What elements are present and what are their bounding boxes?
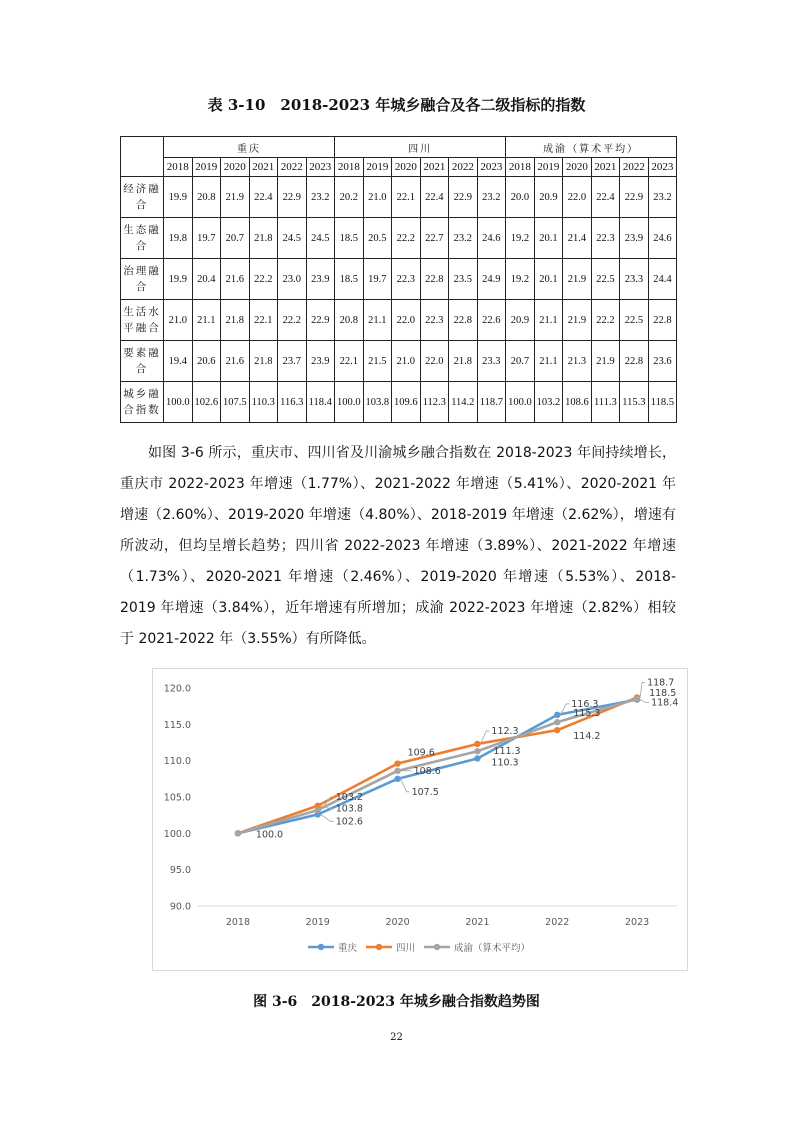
row-label: 生态融合 — [121, 218, 164, 259]
table-cell: 22.4 — [249, 177, 278, 218]
legend-swatch-marker — [318, 944, 324, 950]
table-cell: 18.5 — [335, 218, 364, 259]
table-cell: 21.6 — [221, 259, 250, 300]
legend-swatch-marker — [434, 944, 440, 950]
series-marker — [474, 741, 480, 747]
table-cell: 22.7 — [420, 218, 449, 259]
year-header: 2022 — [449, 158, 478, 177]
table-cell: 23.7 — [278, 341, 307, 382]
y-tick-label: 105.0 — [163, 792, 191, 804]
table-cell: 115.3 — [620, 382, 649, 423]
table-cell: 103.2 — [534, 382, 563, 423]
table-cell: 21.0 — [363, 177, 392, 218]
table-cell: 20.9 — [506, 300, 535, 341]
year-header: 2021 — [591, 158, 620, 177]
row-label: 要素融合 — [121, 341, 164, 382]
row-label: 治理融合 — [121, 259, 164, 300]
x-tick-label: 2021 — [465, 917, 490, 928]
table-cell: 21.8 — [221, 300, 250, 341]
line-chart — [152, 668, 688, 971]
table-cell: 19.9 — [164, 259, 193, 300]
table-cell: 24.9 — [477, 259, 506, 300]
table-cell: 110.3 — [249, 382, 278, 423]
table-cell: 22.3 — [392, 259, 421, 300]
table-cell: 118.7 — [477, 382, 506, 423]
legend-label: 成渝（算术平均） — [454, 943, 531, 954]
table-row — [121, 382, 677, 423]
table-cell: 23.3 — [477, 341, 506, 382]
year-header: 2018 — [335, 158, 364, 177]
table-cell: 24.6 — [648, 218, 677, 259]
data-label: 108.6 — [413, 765, 441, 777]
y-tick-label: 110.0 — [163, 756, 191, 768]
table-cell: 21.1 — [534, 300, 563, 341]
table-cell: 22.5 — [620, 300, 649, 341]
table-cell: 22.1 — [249, 300, 278, 341]
table-cell: 24.5 — [278, 218, 307, 259]
table-cell: 19.2 — [506, 218, 535, 259]
data-label: 115.3 — [573, 708, 601, 720]
data-label: 111.3 — [493, 746, 521, 758]
table-cell: 19.8 — [164, 218, 193, 259]
series-marker — [235, 830, 241, 836]
table-cell: 23.5 — [449, 259, 478, 300]
year-header: 2020 — [563, 158, 592, 177]
series-marker — [394, 760, 400, 766]
year-header: 2018 — [164, 158, 193, 177]
data-label: 109.6 — [407, 747, 435, 759]
table-cell: 100.0 — [335, 382, 364, 423]
x-tick-label: 2019 — [305, 917, 330, 928]
table-cell: 108.6 — [563, 382, 592, 423]
table-cell: 23.9 — [306, 341, 335, 382]
table-cell: 22.8 — [420, 259, 449, 300]
table-cell: 22.2 — [278, 300, 307, 341]
table-cell: 22.8 — [648, 300, 677, 341]
series-marker — [394, 776, 400, 782]
table-cell: 21.9 — [221, 177, 250, 218]
table-cell: 22.5 — [591, 259, 620, 300]
year-header: 2019 — [363, 158, 392, 177]
data-label: 100.0 — [255, 829, 284, 841]
table-cell: 22.4 — [591, 177, 620, 218]
table-cell: 21.8 — [449, 341, 478, 382]
table-cell: 22.2 — [249, 259, 278, 300]
table-cell: 116.3 — [278, 382, 307, 423]
table-cell: 114.2 — [449, 382, 478, 423]
year-header: 2023 — [477, 158, 506, 177]
table-cell: 22.9 — [449, 177, 478, 218]
table-cell: 112.3 — [420, 382, 449, 423]
group-header: 四川 — [335, 137, 506, 158]
table-cell: 20.7 — [506, 341, 535, 382]
table-cell: 22.3 — [591, 218, 620, 259]
y-tick-label: 120.0 — [163, 683, 191, 695]
table-cell: 23.9 — [306, 259, 335, 300]
table-cell: 24.4 — [648, 259, 677, 300]
table-cell: 21.8 — [249, 341, 278, 382]
y-tick-label: 115.0 — [163, 719, 191, 731]
table-row — [121, 259, 677, 300]
table-cell: 18.5 — [335, 259, 364, 300]
table-cell: 22.0 — [420, 341, 449, 382]
table-cell: 118.5 — [648, 382, 677, 423]
row-label: 生活水平融合 — [121, 300, 164, 341]
group-header: 成渝（算术平均） — [506, 137, 677, 158]
table-cell: 21.5 — [363, 341, 392, 382]
year-header: 2022 — [278, 158, 307, 177]
year-header: 2019 — [192, 158, 221, 177]
data-label: 112.3 — [491, 725, 519, 737]
table-cell: 21.9 — [563, 259, 592, 300]
table-cell: 19.9 — [164, 177, 193, 218]
table-cell: 23.2 — [306, 177, 335, 218]
table-cell: 19.7 — [192, 218, 221, 259]
table-row — [121, 177, 677, 218]
legend-label: 重庆 — [338, 943, 358, 954]
x-tick-label: 2023 — [624, 917, 650, 928]
table-cell: 100.0 — [506, 382, 535, 423]
row-label: 经济融合 — [121, 177, 164, 218]
table-cell: 21.9 — [563, 300, 592, 341]
year-header: 2022 — [620, 158, 649, 177]
table-cell: 22.1 — [335, 341, 364, 382]
table-cell: 22.0 — [563, 177, 592, 218]
table-cell: 23.3 — [620, 259, 649, 300]
data-label: 118.7 — [647, 677, 675, 689]
table-cell: 118.4 — [306, 382, 335, 423]
table-cell: 23.0 — [278, 259, 307, 300]
chart-svg — [153, 669, 687, 970]
table-cell: 21.8 — [249, 218, 278, 259]
page-number: 22 — [390, 1032, 403, 1043]
data-label: 114.2 — [573, 731, 601, 743]
y-tick-label: 100.0 — [163, 828, 191, 840]
table-cell: 111.3 — [591, 382, 620, 423]
legend-label: 四川 — [396, 943, 416, 954]
table-cell: 19.2 — [506, 259, 535, 300]
label-leader-line — [640, 700, 649, 703]
table-cell: 103.8 — [363, 382, 392, 423]
table-cell: 20.6 — [192, 341, 221, 382]
table-cell: 22.9 — [306, 300, 335, 341]
table-cell: 22.4 — [420, 177, 449, 218]
table-cell: 100.0 — [164, 382, 193, 423]
index-table — [120, 136, 677, 423]
data-label: 102.6 — [335, 816, 363, 828]
table-cell: 21.6 — [221, 341, 250, 382]
year-header: 2018 — [506, 158, 535, 177]
data-label: 103.2 — [335, 792, 363, 804]
legend-swatch-marker — [376, 944, 382, 950]
body-paragraph: 如图 3-6 所示，重庆市、四川省及川渝城乡融合指数在 2018-2023 年间持续增长，重庆市 2022-2023 年增速（1.77%）、2021-2022 年增速（5.41%）、2020-2021 年增速（2.60%）、2019-2020 年增速（4.80%）、2018-2019 年增速（2.62%），增速有所波动，但均呈增长趋势；四川省 2022-2023 年增速（3.89%）、2021-2022 年增速（1.73%）、2020-2021 年增速（2.46%）、2019-2020 年增速（5.53%）、2018-2019 年增速（3.84%），近年增速有所增加；成渝 2022-2023 年增速（2.82%）相较于 2021-2022 年（3.55%）有所降低。 — [120, 445, 676, 647]
table-cell: 19.4 — [164, 341, 193, 382]
data-label: 110.3 — [491, 757, 519, 769]
data-label: 116.3 — [571, 698, 599, 710]
table-cell: 23.2 — [477, 177, 506, 218]
table-cell: 24.5 — [306, 218, 335, 259]
table-cell: 20.0 — [506, 177, 535, 218]
table-cell: 23.9 — [620, 218, 649, 259]
table-cell: 21.0 — [392, 341, 421, 382]
series-marker — [634, 696, 640, 702]
row-label: 城乡融合指数 — [121, 382, 164, 423]
table-cell: 20.1 — [534, 259, 563, 300]
year-header: 2020 — [221, 158, 250, 177]
data-label: 118.5 — [649, 687, 677, 699]
table-cell: 22.8 — [449, 300, 478, 341]
series-marker — [315, 807, 321, 813]
x-tick-label: 2020 — [385, 917, 410, 928]
year-header: 2021 — [420, 158, 449, 177]
table-cell: 22.9 — [620, 177, 649, 218]
series-marker — [474, 748, 480, 754]
table-cell: 20.4 — [192, 259, 221, 300]
data-label: 107.5 — [411, 786, 439, 798]
table-title: 表 3-10 2018-2023 年城乡融合及各二级指标的指数 — [207, 96, 586, 114]
table-cell: 20.8 — [192, 177, 221, 218]
year-header: 2023 — [306, 158, 335, 177]
table-cell: 21.1 — [534, 341, 563, 382]
label-leader-line — [640, 682, 645, 697]
series-marker — [554, 719, 560, 725]
table-row — [121, 300, 677, 341]
year-header: 2023 — [648, 158, 677, 177]
table-cell: 22.2 — [591, 300, 620, 341]
corner-cell — [121, 137, 164, 177]
group-header: 重庆 — [164, 137, 335, 158]
table-row — [121, 218, 677, 259]
table-row — [121, 341, 677, 382]
table-cell: 21.1 — [192, 300, 221, 341]
table-cell: 22.0 — [392, 300, 421, 341]
table-cell: 22.6 — [477, 300, 506, 341]
table-cell: 21.0 — [164, 300, 193, 341]
year-header: 2021 — [249, 158, 278, 177]
table-cell: 19.7 — [363, 259, 392, 300]
table-cell: 21.1 — [363, 300, 392, 341]
table-cell: 21.9 — [591, 341, 620, 382]
table-cell: 107.5 — [221, 382, 250, 423]
table-cell: 109.6 — [392, 382, 421, 423]
series-marker — [474, 755, 480, 761]
table-cell: 102.6 — [192, 382, 221, 423]
data-label: 103.8 — [335, 803, 363, 815]
table-cell: 21.3 — [563, 341, 592, 382]
x-tick-label: 2018 — [225, 917, 251, 928]
table-cell: 22.9 — [278, 177, 307, 218]
table-cell: 20.5 — [363, 218, 392, 259]
table-cell: 20.9 — [534, 177, 563, 218]
x-tick-label: 2022 — [545, 917, 570, 928]
series-marker — [554, 727, 560, 733]
y-tick-label: 95.0 — [169, 865, 191, 877]
table-cell: 23.6 — [648, 341, 677, 382]
table-cell: 23.2 — [449, 218, 478, 259]
table-cell: 20.1 — [534, 218, 563, 259]
table-cell: 20.8 — [335, 300, 364, 341]
year-header: 2019 — [534, 158, 563, 177]
table-cell: 22.8 — [620, 341, 649, 382]
data-label: 118.4 — [651, 697, 679, 709]
y-tick-label: 90.0 — [169, 901, 191, 913]
year-header-row — [121, 158, 677, 177]
year-header: 2020 — [392, 158, 421, 177]
table-body — [121, 177, 677, 423]
series-marker — [394, 768, 400, 774]
series-marker — [554, 712, 560, 718]
label-leader-line — [401, 779, 410, 792]
table-cell: 22.2 — [392, 218, 421, 259]
table-cell: 22.3 — [420, 300, 449, 341]
table-cell: 20.2 — [335, 177, 364, 218]
table-cell: 20.7 — [221, 218, 250, 259]
table-cell: 23.2 — [648, 177, 677, 218]
label-leader-line — [321, 814, 334, 821]
table-cell: 21.4 — [563, 218, 592, 259]
table-cell: 24.6 — [477, 218, 506, 259]
figure-caption: 图 3-6 2018-2023 年城乡融合指数趋势图 — [253, 994, 540, 1010]
table-cell: 22.1 — [392, 177, 421, 218]
